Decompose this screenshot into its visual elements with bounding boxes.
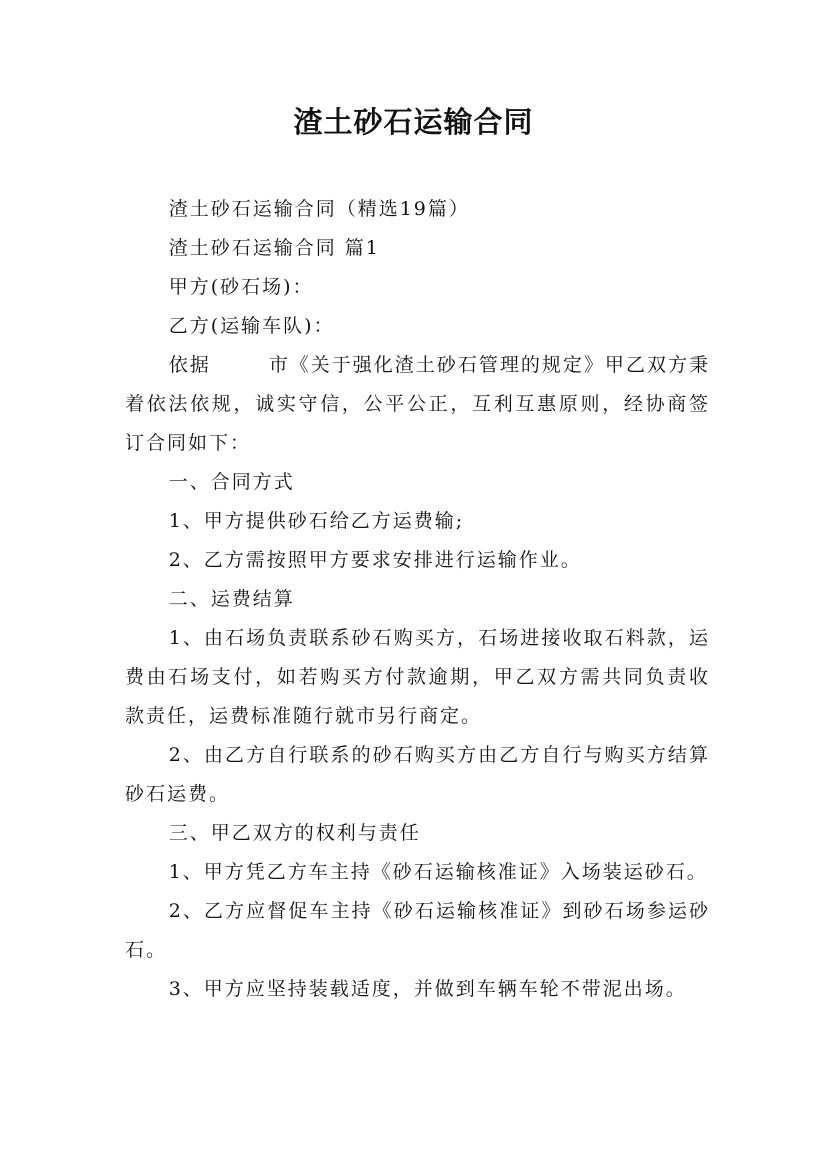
paragraph-heading-2: 二、运费结算 — [168, 588, 295, 610]
paragraph-heading-3: 三、甲乙双方的权利与责任 — [168, 822, 421, 844]
paragraph-heading-1: 一、合同方式 — [168, 471, 295, 493]
paragraph-subtitle: 渣土砂石运输合同（精选19篇） — [168, 198, 470, 220]
paragraph-party-a: 甲方(砂石场)： — [168, 276, 314, 298]
paragraph-item-1-1: 1、甲方提供砂石给乙方运费输; — [168, 510, 465, 532]
paragraph-item-2-1: 1、由石场负责联系砂石购买方，石场进接收取石料款，运费由石场支付，如若购买方付款逾期，甲乙双方需共同负责收款责任，运费标准随行就市另行商定。 — [125, 627, 710, 727]
paragraph-item-3-1: 1、甲方凭乙方车主持《砂石运输核准证》入场装运砂石。 — [168, 861, 708, 883]
paragraph-item-3-2: 2、乙方应督促车主持《砂石运输核准证》到砂石场参运砂石。 — [125, 900, 710, 961]
paragraph-basis — [125, 346, 710, 463]
document-body — [125, 190, 710, 1009]
paragraph-item-3-3: 3、甲方应坚持装载适度，并做到车辆车轮不带泥出场。 — [168, 978, 687, 1000]
paragraph-section-heading: 渣土砂石运输合同 篇1 — [168, 237, 380, 259]
paragraph-item-1-2: 2、乙方需按照甲方要求安排进行运输作业。 — [168, 549, 582, 571]
paragraph-party-b: 乙方(运输车队)： — [168, 315, 335, 337]
basis-lead: 依据 — [168, 354, 211, 376]
paragraph-item-2-2: 2、由乙方自行联系的砂石购买方由乙方自行与购买方结算砂石运费。 — [125, 744, 710, 805]
document-title: 渣土砂石运输合同 — [293, 105, 534, 139]
basis-rest: 市《关于强化渣土砂石管理的规定》甲乙双方秉着依法依规，诚实守信，公平公正，互利互惠原则，经协商签订合同如下： — [125, 354, 710, 454]
